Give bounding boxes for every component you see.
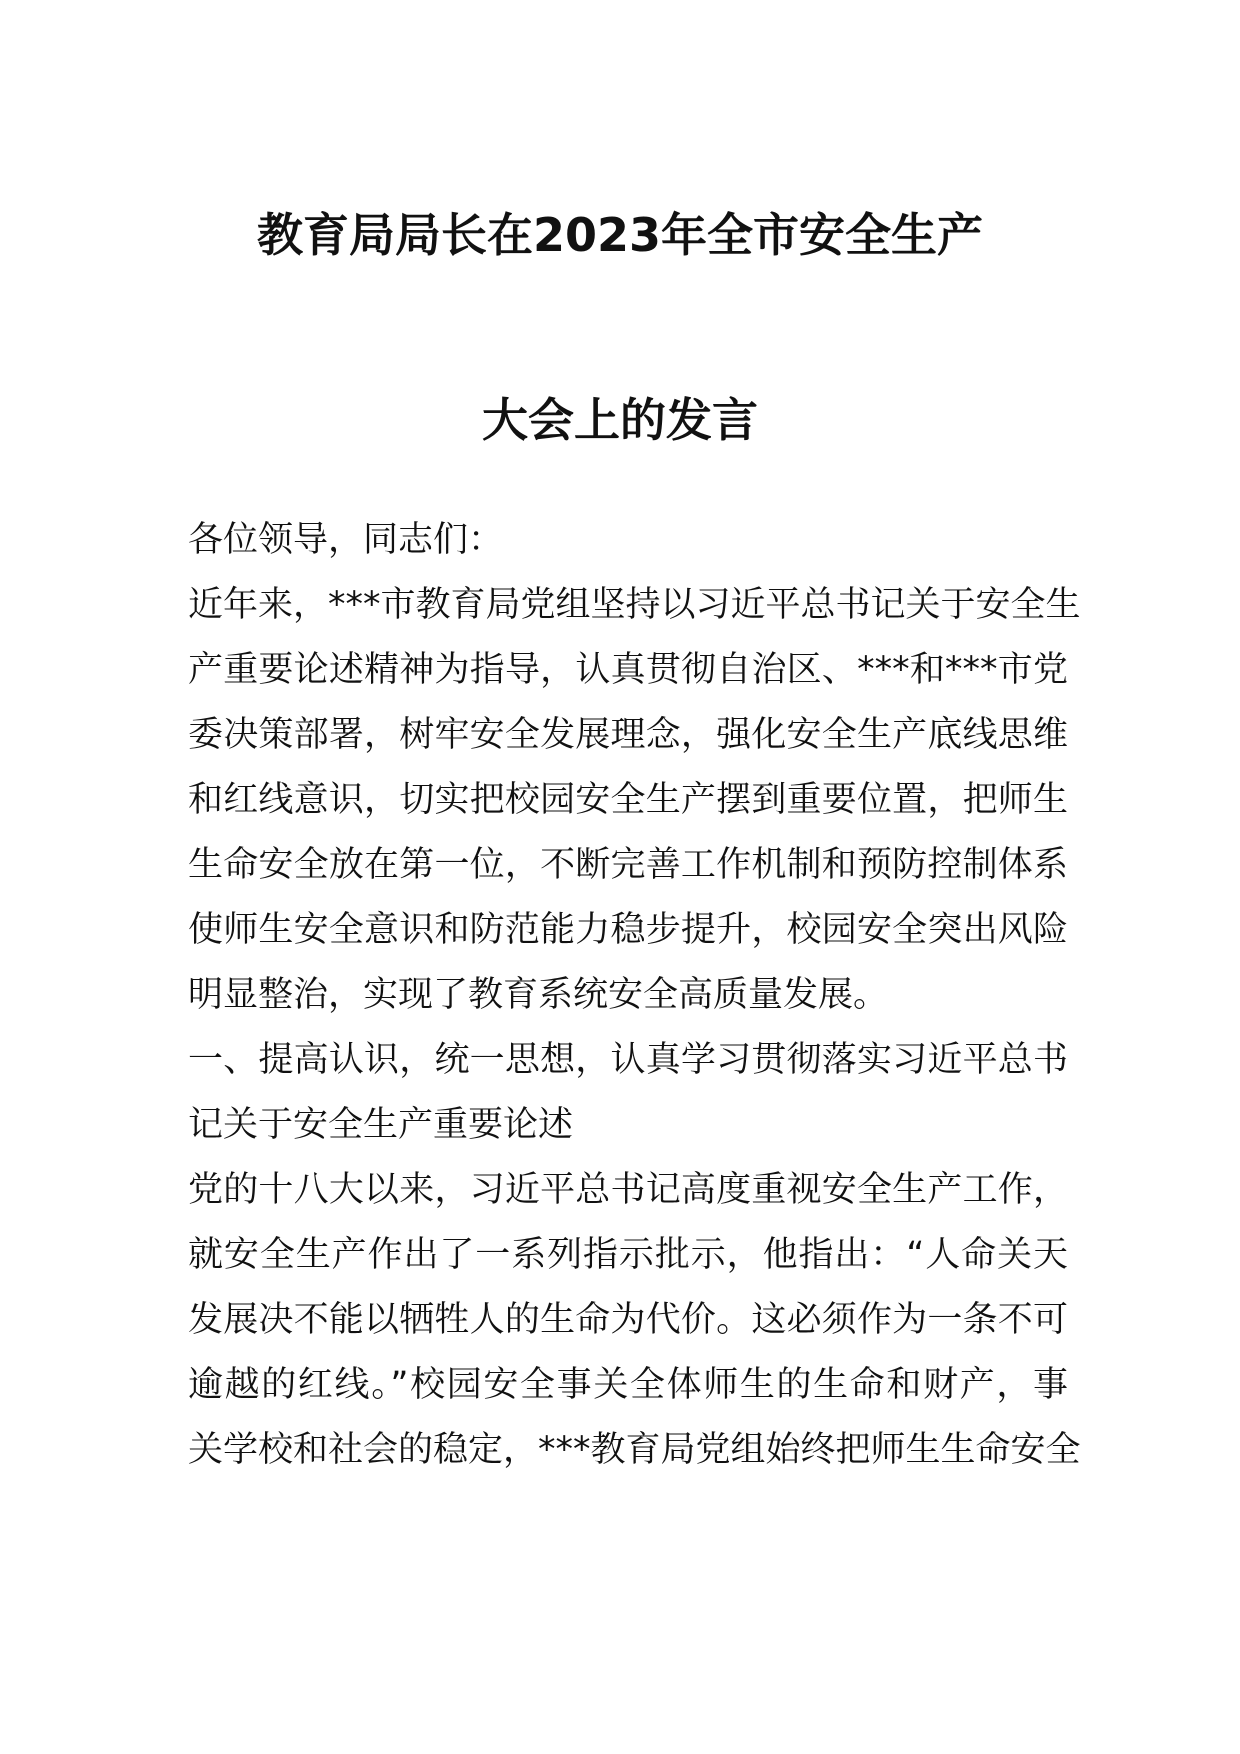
body-line: 委决策部署，树牢安全发展理念，强化安全生产底线思维 <box>188 715 1068 755</box>
body-line: 逾越的红线。”校园安全事关全体师生的生命和财产，事 <box>188 1365 1068 1405</box>
body-line: 明显整治，实现了教育系统安全高质量发展。 <box>188 975 889 1015</box>
document-title-line-1: 教育局局长在2023年全市安全生产 <box>256 208 984 262</box>
body-line: 党的十八大以来，习近平总书记高度重视安全生产工作， <box>188 1170 1068 1210</box>
section-heading-line: 记关于安全生产重要论述 <box>188 1105 574 1145</box>
document-title-line-2: 大会上的发言 <box>482 393 758 447</box>
salutation: 各位领导，同志们： <box>188 520 504 560</box>
body-line: 发展决不能以牺牲人的生命为代价。这必须作为一条不可 <box>188 1300 1068 1340</box>
body-line: 就安全生产作出了一系列指示批示，他指出：“人命关天 <box>188 1235 1068 1275</box>
body-line: 产重要论述精神为指导，认真贯彻自治区、***和***市党 <box>188 650 1068 690</box>
body-line: 近年来，***市教育局党组坚持以习近平总书记关于安全生 <box>188 585 1081 625</box>
body-line: 使师生安全意识和防范能力稳步提升，校园安全突出风险 <box>188 910 1068 950</box>
document-body <box>188 508 1081 1483</box>
body-line: 生命安全放在第一位，不断完善工作机制和预防控制体系 <box>188 845 1068 885</box>
section-heading-line: 一、提高认识，统一思想，认真学习贯彻落实习近平总书 <box>188 1040 1068 1080</box>
body-line: 关学校和社会的稳定，***教育局党组始终把师生生命安全 <box>188 1430 1081 1470</box>
body-line: 和红线意识，切实把校园安全生产摆到重要位置，把师生 <box>188 780 1068 820</box>
